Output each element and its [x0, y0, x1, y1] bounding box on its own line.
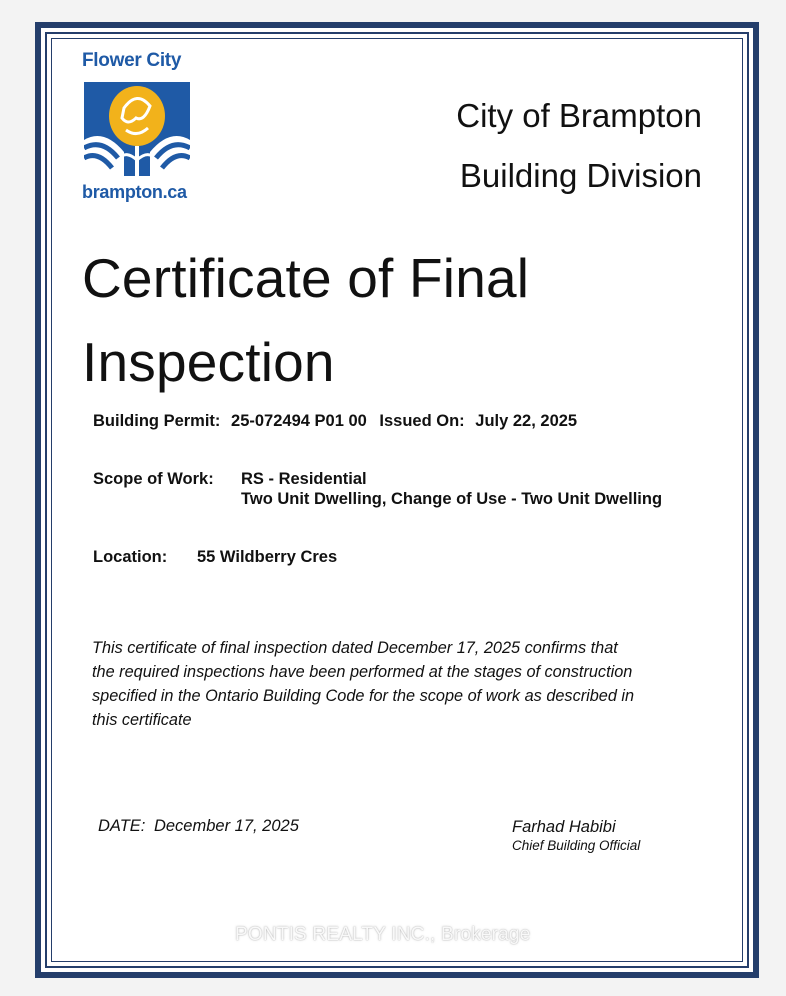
certificate-title: Certificate of Final Inspection [82, 247, 530, 393]
date-value: December 17, 2025 [153, 817, 299, 835]
scope-label: Scope of Work: [93, 470, 214, 488]
scope-line-2: Two Unit Dwelling, Change of Use - Two Unit Dwelling [241, 490, 663, 508]
official-name: Farhad Habibi [512, 818, 616, 836]
official-title: Chief Building Official [512, 838, 641, 853]
logo-top-text: Flower City [82, 50, 182, 71]
certification-statement: This certificate of final inspection dated December 17, 2025 confirms that the required inspections have been performed at the stages of construction specified in the Ontario Building Code for the scope of work as described in this certificate [92, 639, 635, 729]
issuer-heading [456, 86, 702, 206]
location-label: Location: [93, 548, 168, 566]
issued-label: Issued On: [379, 412, 465, 430]
certificate-date [98, 817, 299, 836]
division-name: Building Division [459, 157, 702, 194]
issued-date: July 22, 2025 [475, 412, 578, 430]
brampton-logo-icon [84, 82, 190, 176]
brokerage-watermark: PONTIS REALTY INC., Brokerage [235, 924, 531, 945]
permit-label: Building Permit: [93, 412, 221, 430]
permit-row [93, 412, 577, 431]
date-label: DATE: [98, 817, 146, 835]
scope-line-1: RS - Residential [241, 470, 367, 488]
permit-number: 25-072494 P01 00 [231, 412, 367, 430]
logo-bottom-text: brampton.ca [82, 182, 187, 202]
location-value: 55 Wildberry Cres [197, 548, 338, 566]
city-name: City of Brampton [456, 97, 702, 134]
